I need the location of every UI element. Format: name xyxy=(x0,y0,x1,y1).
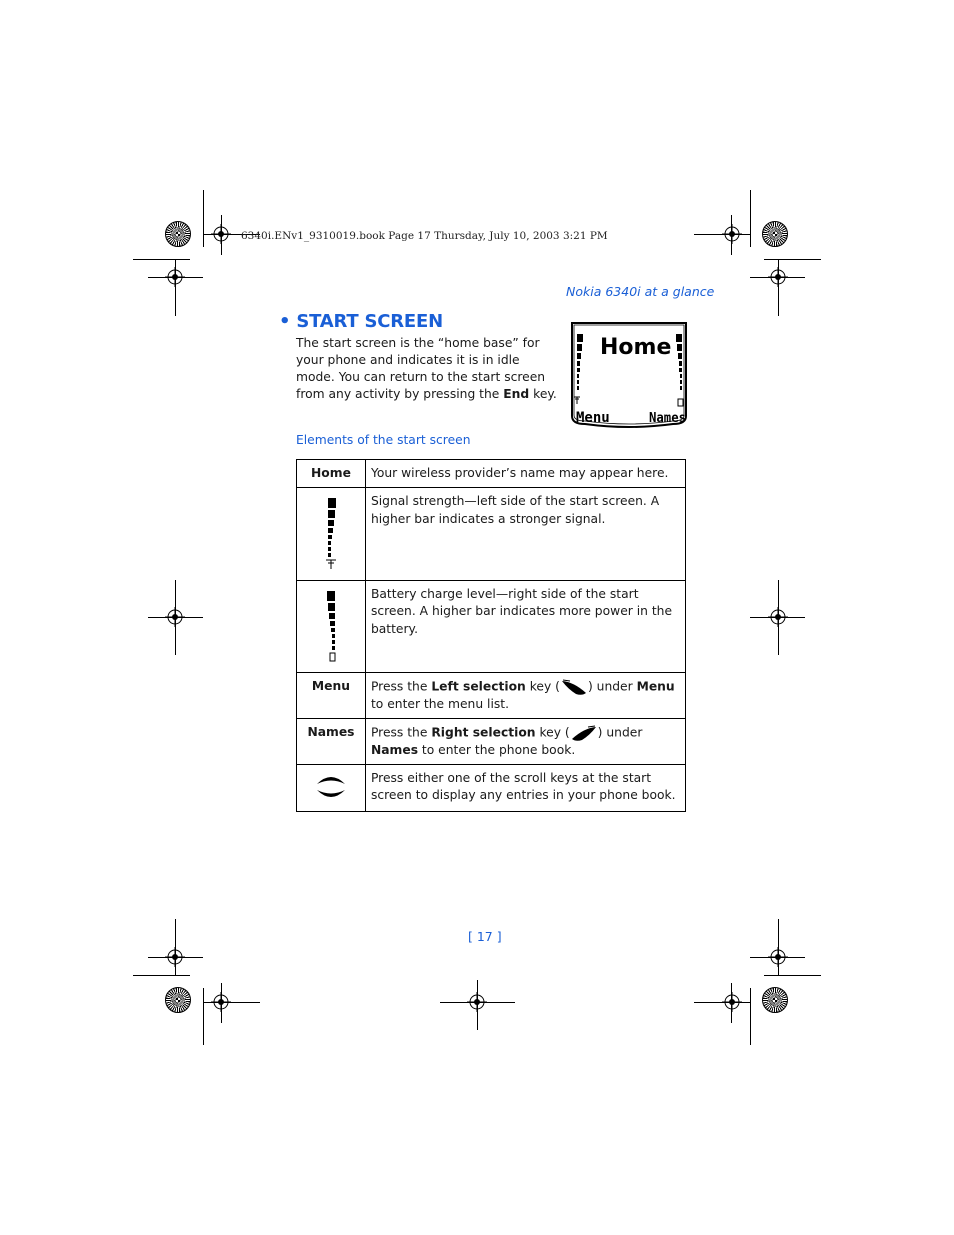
table-row xyxy=(297,719,686,765)
table-row xyxy=(297,460,686,488)
registration-mark-icon xyxy=(211,224,231,244)
names-desc-text: Press the xyxy=(370,725,432,740)
color-dial-icon xyxy=(165,221,191,247)
print-slug: 6340i.ENv1_9310019.book Page 17 Thursday, July 10, 2003 3:21 PM xyxy=(241,230,608,242)
display-provider-name: Home xyxy=(600,335,672,360)
table-key-names: Names xyxy=(297,719,366,765)
page-number: [ 17 ] xyxy=(468,929,502,944)
right-selection-label: Right selection xyxy=(431,725,536,740)
registration-mark-icon xyxy=(768,267,788,287)
left-selection-label: Left selection xyxy=(431,679,526,694)
color-dial-icon xyxy=(762,987,788,1013)
table-row xyxy=(297,673,686,719)
display-left-softkey: Menu xyxy=(576,410,610,426)
table-key-home: Home xyxy=(297,460,366,488)
right-selection-key-icon xyxy=(570,724,598,742)
names-desc-text: key ( xyxy=(535,725,570,740)
title-text: START SCREEN xyxy=(296,311,443,332)
registration-mark-icon xyxy=(165,267,185,287)
registration-mark-icon xyxy=(165,607,185,627)
table-desc-menu xyxy=(365,673,685,719)
table-row xyxy=(297,580,686,673)
names-label: Names xyxy=(370,743,419,757)
color-dial-icon xyxy=(165,987,191,1013)
left-selection-key-icon xyxy=(560,678,588,696)
menu-label: Menu xyxy=(636,679,675,694)
table-desc-names xyxy=(365,719,685,765)
table-desc-signal: Signal strength—left side of the start screen. A higher bar indicates a stronger signal. xyxy=(365,488,685,581)
intro-text-end: key. xyxy=(529,387,557,401)
names-desc-text: ) under xyxy=(597,725,643,740)
menu-desc-text: ) under xyxy=(587,679,637,694)
battery-level-cell xyxy=(297,580,366,673)
table-row xyxy=(297,488,686,581)
menu-desc-text: Press the xyxy=(370,679,432,694)
subheading: Elements of the start screen xyxy=(296,433,471,447)
display-right-softkey: Names xyxy=(649,411,686,426)
battery-level-icon xyxy=(323,591,339,663)
registration-mark-icon xyxy=(768,947,788,967)
section-header: Nokia 6340i at a glance xyxy=(566,284,715,299)
scroll-keys-icon xyxy=(315,772,347,802)
registration-mark-icon xyxy=(722,224,742,244)
registration-mark-icon xyxy=(722,992,742,1012)
signal-strength-icon xyxy=(323,498,339,570)
intro-text: The start screen is the “home base” for your phone and indicates it is in idle mode. You can return to the start screen from any activity by pressing the xyxy=(296,336,546,401)
end-key-label: End xyxy=(503,387,530,401)
color-dial-icon xyxy=(762,221,788,247)
registration-mark-icon xyxy=(467,992,487,1012)
signal-strength-cell xyxy=(297,488,366,581)
table-desc-scroll: Press either one of the scroll keys at the start screen to display any entries in your phone book. xyxy=(365,764,685,812)
menu-desc-text: to enter the menu list. xyxy=(370,697,510,711)
intro-paragraph xyxy=(296,335,558,403)
table-key-menu: Menu xyxy=(297,673,366,719)
table-desc-battery: Battery charge level—right side of the start screen. A higher bar indicates more power in the battery. xyxy=(365,580,685,673)
registration-mark-icon xyxy=(165,947,185,967)
phone-display-illustration xyxy=(569,320,690,428)
menu-desc-text: key ( xyxy=(525,679,560,694)
table-desc-home: Your wireless provider’s name may appear here. xyxy=(365,460,685,488)
registration-mark-icon xyxy=(211,992,231,1012)
names-desc-text: to enter the phone book. xyxy=(418,743,576,757)
title-bullet: • xyxy=(279,311,291,332)
page-title xyxy=(279,311,443,332)
elements-table xyxy=(296,459,686,812)
scroll-keys-cell xyxy=(297,764,366,812)
registration-mark-icon xyxy=(768,607,788,627)
table-row xyxy=(297,764,686,812)
